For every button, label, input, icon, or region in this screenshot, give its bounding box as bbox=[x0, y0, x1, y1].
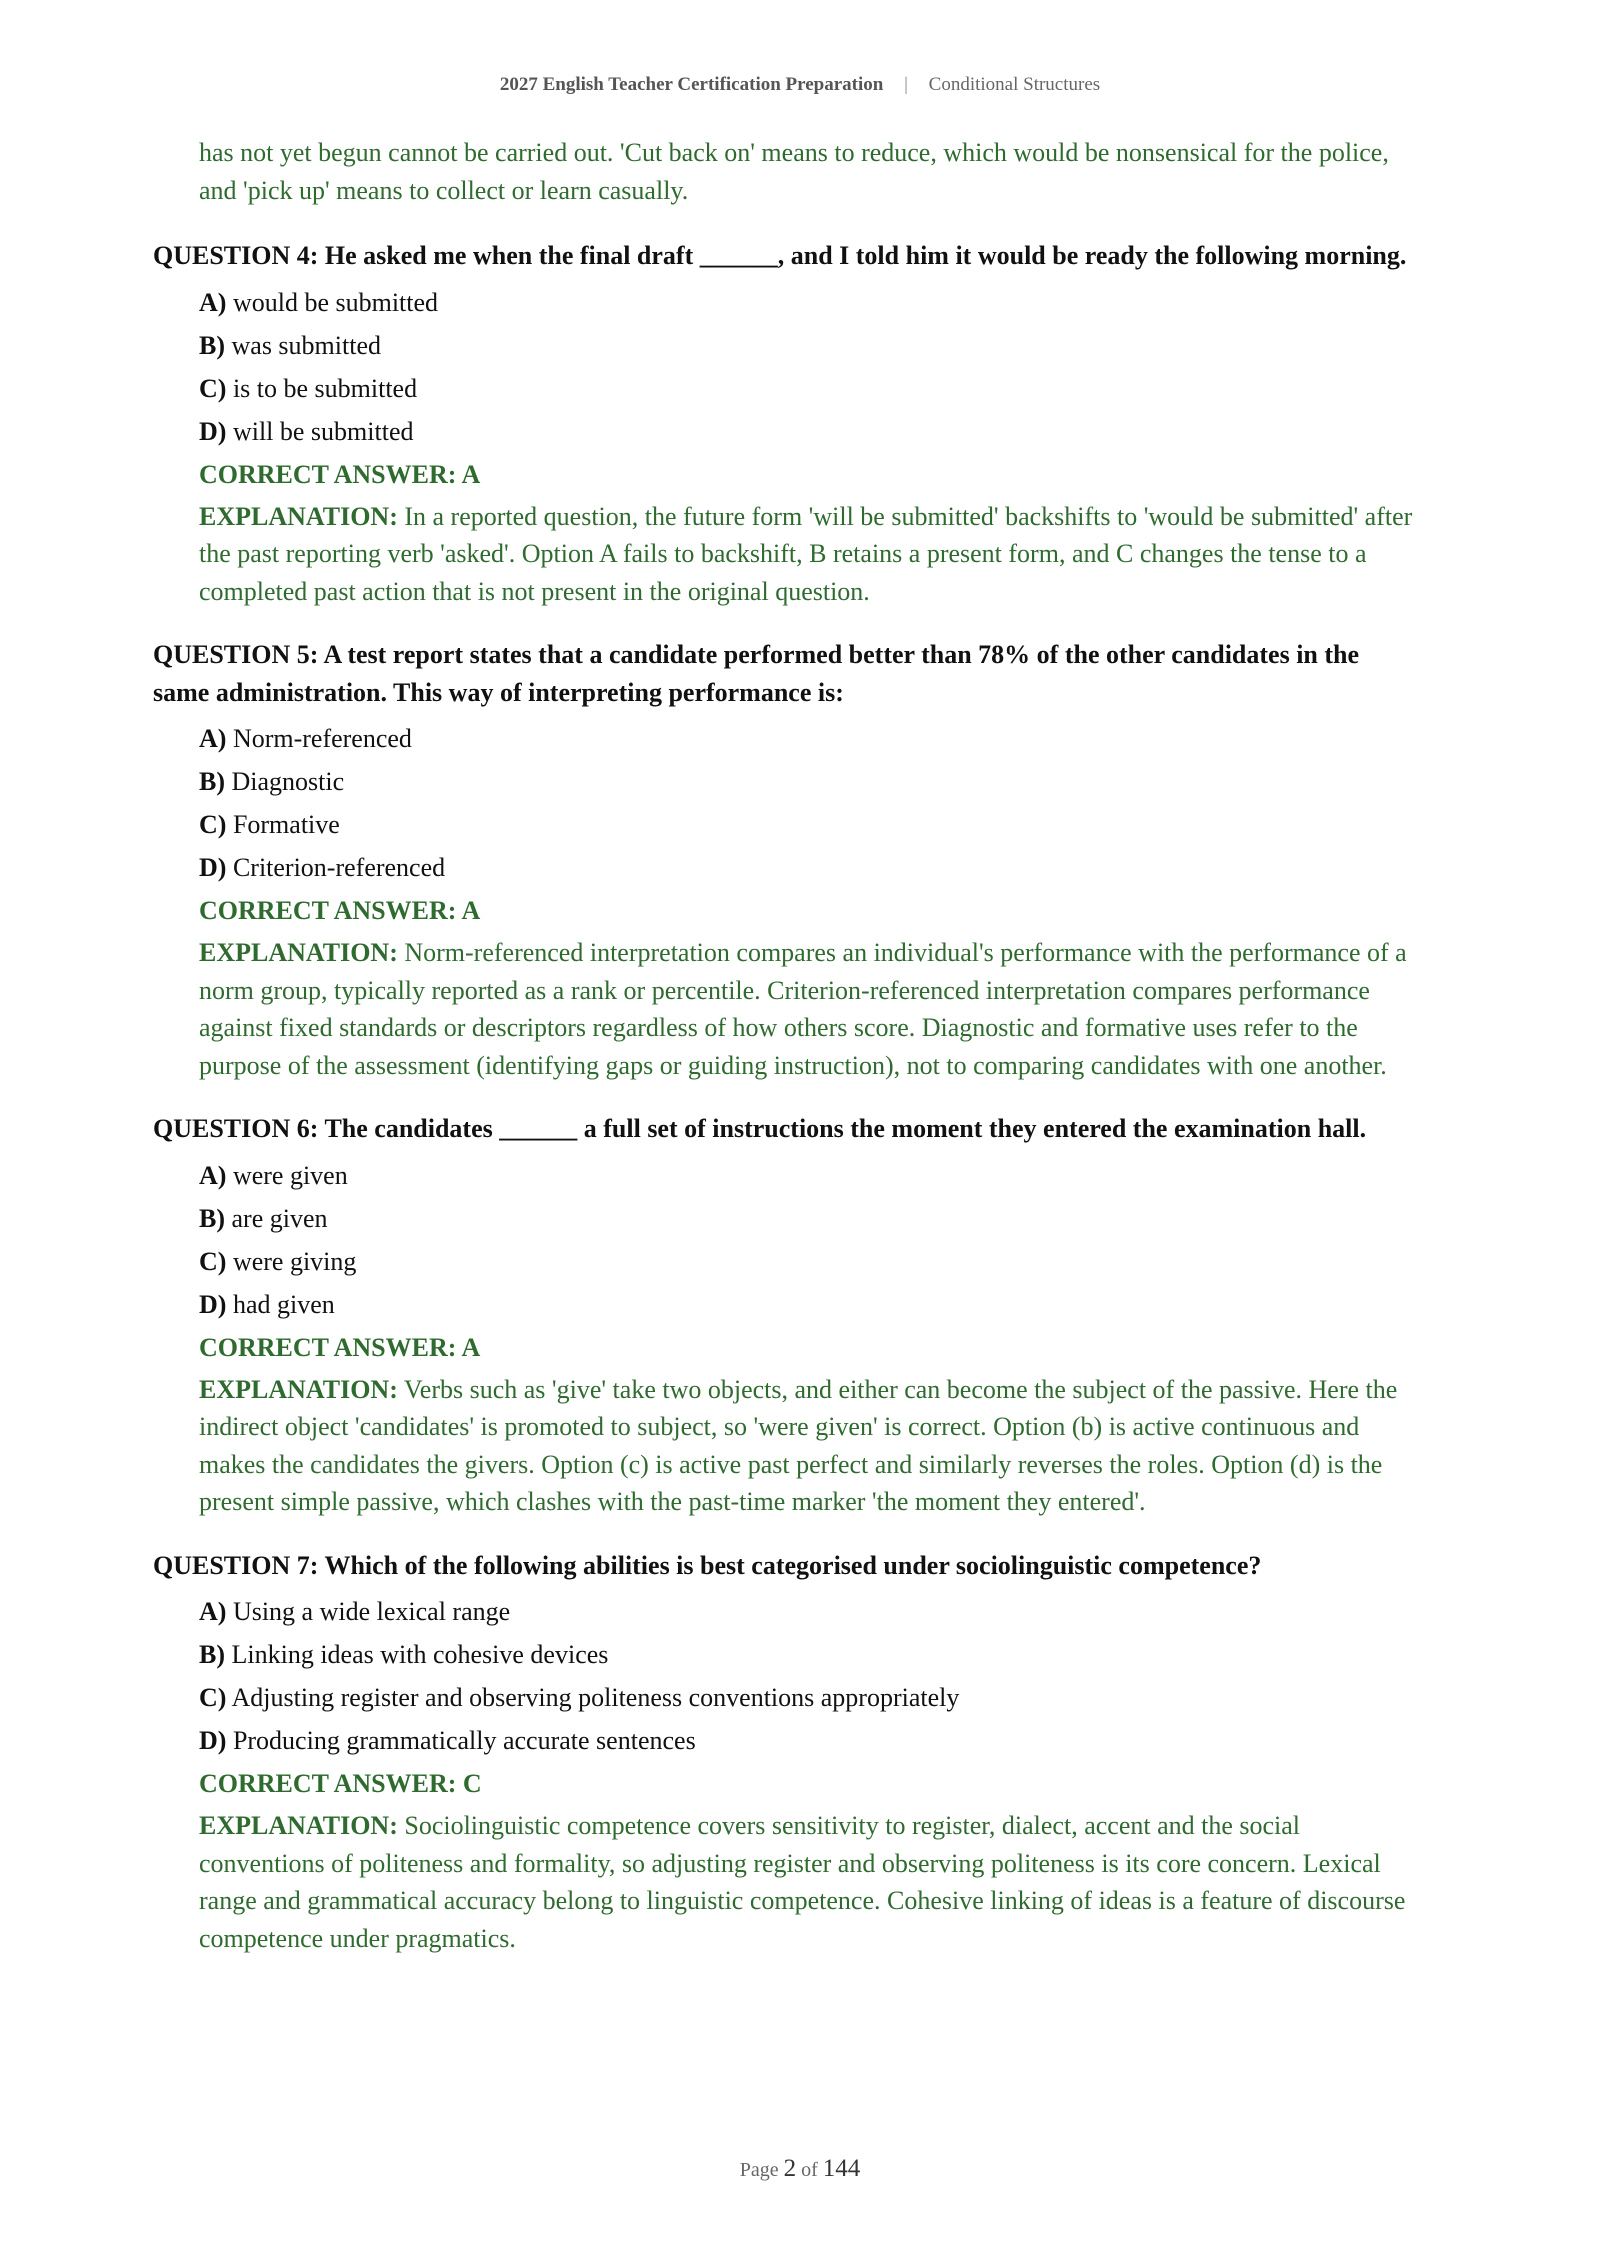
option-letter: A) bbox=[199, 287, 227, 317]
current-page: 2 bbox=[783, 2155, 797, 2182]
option-letter: B) bbox=[199, 1203, 225, 1233]
continued-explanation: has not yet begun cannot be carried out. 'Cut back on' means to reduce, which would be nonsensical for the police, and 'pick up' means to collect or learn casually. bbox=[199, 138, 1389, 205]
option-item bbox=[199, 760, 1415, 803]
option-text: will be submitted bbox=[232, 416, 414, 446]
question-block bbox=[153, 237, 1415, 610]
page-content bbox=[153, 134, 1415, 1983]
option-text: Adjusting register and observing politeness conventions appropriately bbox=[231, 1683, 960, 1712]
option-text: are given bbox=[231, 1203, 328, 1233]
explanation-text: Verbs such as 'give' take two objects, and either can become the subject of the passive. Here the indirect object 'candidates' is promoted to subject, so 'were given' is correct. Option (b) is active continuous and makes the candidates the givers. Option (c) is active past perfect and similarly reverses the roles. Option (d) is the present simple passive, which clashes with the past-time marker 'the moment they entered'. bbox=[199, 1374, 1398, 1516]
explanation-label: EXPLANATION: bbox=[199, 501, 398, 531]
option-letter: A) bbox=[199, 724, 227, 753]
options-list bbox=[199, 1154, 1415, 1326]
option-letter: D) bbox=[199, 416, 227, 446]
page-number bbox=[0, 2155, 1600, 2183]
option-letter: C) bbox=[199, 810, 227, 839]
options-list bbox=[199, 281, 1415, 453]
option-item bbox=[199, 281, 1415, 324]
option-item bbox=[199, 324, 1415, 367]
explanation-text: Norm-referenced interpretation compares an individual's performance with the performance of a norm group, typically reported as a rank or percentile. Criterion-referenced interpretation compares performance against fixed standards or descriptors regardless of how others score. Diagnostic and formative uses refer to the purpose of the assessment (identifying gaps or guiding instruction), not to comparing candidates with one another. bbox=[199, 938, 1407, 1080]
correct-answer: CORRECT ANSWER: A bbox=[199, 896, 481, 925]
option-letter: B) bbox=[199, 1640, 225, 1669]
option-letter: D) bbox=[199, 1289, 227, 1319]
correct-answer: CORRECT ANSWER: C bbox=[199, 1769, 482, 1798]
option-text: had given bbox=[232, 1289, 335, 1319]
option-item bbox=[199, 1197, 1415, 1240]
correct-answer: CORRECT ANSWER: A bbox=[199, 1332, 481, 1362]
page-word: Page bbox=[739, 2159, 779, 2181]
option-letter: C) bbox=[199, 373, 227, 403]
option-text: would be submitted bbox=[232, 287, 439, 317]
header-separator: | bbox=[904, 74, 908, 95]
option-item bbox=[199, 410, 1415, 453]
option-text: Producing grammatically accurate sentences bbox=[232, 1726, 696, 1755]
explanation bbox=[199, 934, 1415, 1084]
option-letter: C) bbox=[199, 1246, 227, 1276]
option-item bbox=[199, 846, 1415, 889]
explanation-text: Sociolinguistic competence covers sensitivity to register, dialect, accent and the social conventions of politeness and formality, so adjusting register and observing politeness is its core concern. Lexical range and grammatical accuracy belong to linguistic competence. Cohesive linking of ideas is a feature of discourse competence under pragmatics. bbox=[199, 1811, 1406, 1953]
question-stem: QUESTION 5: A test report states that a candidate performed better than 78% of the other candidates in the same administration. This way of interpreting performance is: bbox=[153, 640, 1360, 707]
explanation bbox=[199, 498, 1415, 611]
running-header bbox=[0, 74, 1600, 96]
question-stem: QUESTION 7: Which of the following abilities is best categorised under sociolinguistic competence? bbox=[153, 1550, 1262, 1580]
option-text: was submitted bbox=[231, 330, 381, 360]
option-item bbox=[199, 1154, 1415, 1197]
correct-answer: CORRECT ANSWER: A bbox=[199, 459, 481, 489]
explanation-label: EXPLANATION: bbox=[199, 938, 398, 967]
option-item bbox=[199, 1590, 1415, 1633]
question-block bbox=[153, 636, 1415, 1084]
option-letter: D) bbox=[199, 853, 227, 882]
explanation bbox=[199, 1807, 1415, 1957]
question-block bbox=[153, 1547, 1415, 1958]
option-letter: A) bbox=[199, 1160, 227, 1190]
question-block bbox=[153, 1110, 1415, 1521]
option-letter: A) bbox=[199, 1597, 227, 1626]
option-text: Diagnostic bbox=[231, 767, 345, 796]
option-item bbox=[199, 1676, 1415, 1719]
option-text: Criterion-referenced bbox=[232, 853, 446, 882]
option-letter: B) bbox=[199, 330, 225, 360]
explanation-label: EXPLANATION: bbox=[199, 1374, 398, 1404]
option-text: Using a wide lexical range bbox=[232, 1597, 511, 1626]
of-word: of bbox=[801, 2159, 818, 2181]
option-text: were given bbox=[232, 1160, 348, 1190]
header-topic: Conditional Structures bbox=[928, 74, 1101, 95]
option-letter: C) bbox=[199, 1683, 227, 1712]
explanation bbox=[199, 1371, 1415, 1521]
header-title: 2027 English Teacher Certification Preparation bbox=[499, 74, 884, 95]
question-stem: QUESTION 4: He asked me when the final draft ______, and I told him it would be ready the following morning. bbox=[153, 241, 1407, 270]
option-item bbox=[199, 1719, 1415, 1762]
explanation-text: In a reported question, the future form 'will be submitted' backshifts to 'would be submitted' after the past reporting verb 'asked'. Option A fails to backshift, B retains a present form, and C changes the tense to a completed past action that is not present in the original question. bbox=[199, 501, 1413, 606]
option-item bbox=[199, 803, 1415, 846]
option-letter: D) bbox=[199, 1726, 227, 1755]
option-letter: B) bbox=[199, 767, 225, 796]
option-item bbox=[199, 1633, 1415, 1676]
option-text: Norm-referenced bbox=[232, 724, 412, 753]
options-list bbox=[199, 717, 1415, 889]
option-item bbox=[199, 717, 1415, 760]
option-text: Formative bbox=[232, 810, 340, 839]
explanation-label: EXPLANATION: bbox=[199, 1811, 398, 1840]
option-item bbox=[199, 367, 1415, 410]
option-item bbox=[199, 1240, 1415, 1283]
options-list bbox=[199, 1590, 1415, 1762]
question-stem: QUESTION 6: The candidates ______ a full set of instructions the moment they entered the examination hall. bbox=[153, 1114, 1367, 1143]
option-text: were giving bbox=[232, 1246, 357, 1276]
option-text: Linking ideas with cohesive devices bbox=[231, 1640, 609, 1669]
option-item bbox=[199, 1283, 1415, 1326]
option-text: is to be submitted bbox=[232, 373, 418, 403]
total-pages: 144 bbox=[822, 2155, 861, 2182]
